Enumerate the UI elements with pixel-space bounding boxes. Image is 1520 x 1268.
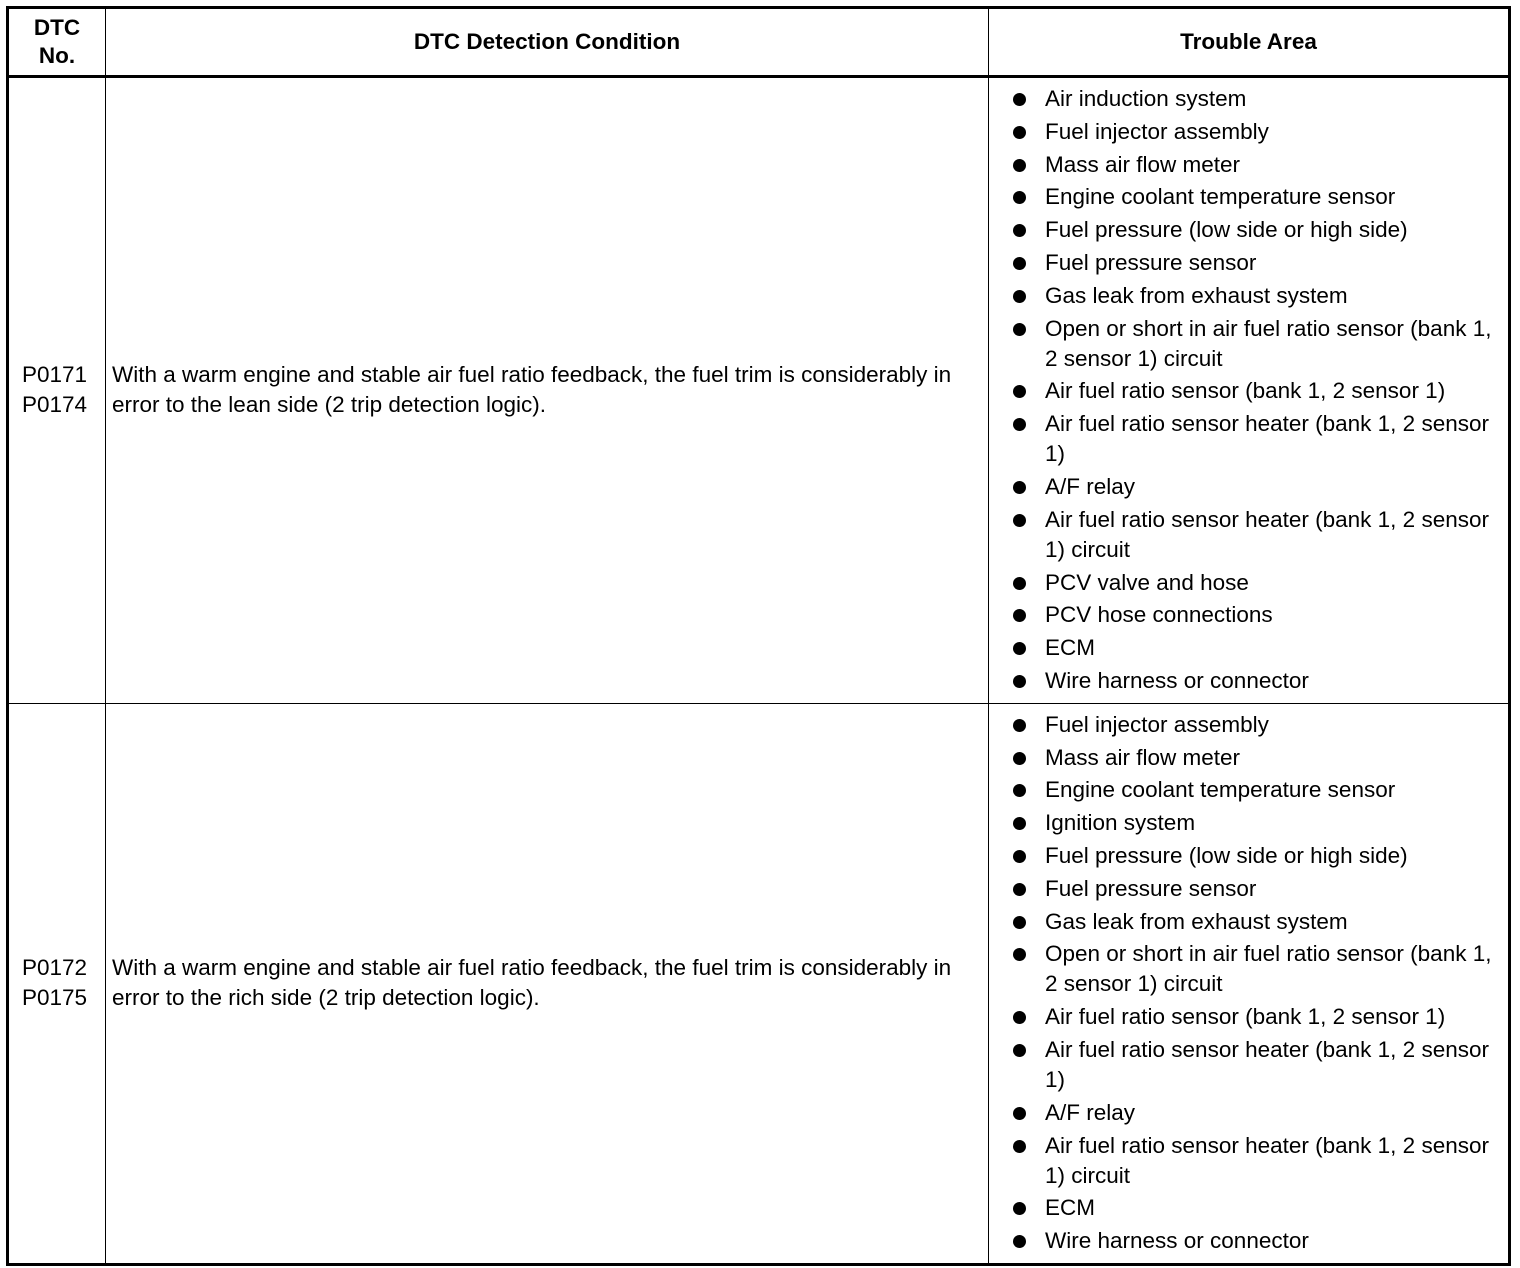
list-item: Fuel pressure (low side or high side)	[1011, 215, 1500, 245]
list-item: Gas leak from exhaust system	[1011, 907, 1500, 937]
dtc-code-cell	[8, 703, 106, 1264]
trouble-area-cell	[989, 77, 1510, 704]
list-item: Gas leak from exhaust system	[1011, 281, 1500, 311]
list-item: ECM	[1011, 633, 1500, 663]
list-item: Mass air flow meter	[1011, 150, 1500, 180]
list-item: ECM	[1011, 1193, 1500, 1223]
header-dtc-no-line2: No.	[38, 43, 76, 68]
list-item: Fuel injector assembly	[1011, 710, 1500, 740]
list-item: Air fuel ratio sensor heater (bank 1, 2 sensor 1) circuit	[1011, 1131, 1500, 1191]
list-item: Open or short in air fuel ratio sensor (bank 1, 2 sensor 1) circuit	[1011, 939, 1500, 999]
list-item: Fuel pressure sensor	[1011, 874, 1500, 904]
list-item: Open or short in air fuel ratio sensor (bank 1, 2 sensor 1) circuit	[1011, 314, 1500, 374]
list-item: PCV valve and hose	[1011, 568, 1500, 598]
dtc-code: P0172	[22, 955, 88, 981]
table-row	[8, 77, 1510, 704]
list-item: Air fuel ratio sensor (bank 1, 2 sensor 1)	[1011, 376, 1500, 406]
trouble-area-list	[1011, 84, 1500, 696]
list-item: Fuel injector assembly	[1011, 117, 1500, 147]
trouble-area-cell	[989, 703, 1510, 1264]
list-item: A/F relay	[1011, 472, 1500, 502]
header-dtc-no	[8, 8, 106, 77]
list-item: Engine coolant temperature sensor	[1011, 775, 1500, 805]
header-dtc-no-line1: DTC	[33, 15, 81, 40]
list-item: Air fuel ratio sensor heater (bank 1, 2 sensor 1)	[1011, 409, 1500, 469]
list-item: Fuel pressure sensor	[1011, 248, 1500, 278]
dtc-code: P0174	[22, 392, 88, 418]
dtc-code: P0175	[22, 985, 88, 1011]
list-item: Wire harness or connector	[1011, 1226, 1500, 1256]
header-condition: DTC Detection Condition	[106, 8, 989, 77]
table-header-row	[8, 8, 1510, 77]
table-row	[8, 703, 1510, 1264]
trouble-area-list	[1011, 710, 1500, 1256]
list-item: PCV hose connections	[1011, 600, 1500, 630]
list-item: Mass air flow meter	[1011, 743, 1500, 773]
list-item: Fuel pressure (low side or high side)	[1011, 841, 1500, 871]
list-item: Ignition system	[1011, 808, 1500, 838]
list-item: Air fuel ratio sensor heater (bank 1, 2 sensor 1) circuit	[1011, 505, 1500, 565]
list-item: Wire harness or connector	[1011, 666, 1500, 696]
list-item: A/F relay	[1011, 1098, 1500, 1128]
header-trouble-area: Trouble Area	[989, 8, 1510, 77]
dtc-table	[6, 6, 1511, 1266]
list-item: Air fuel ratio sensor heater (bank 1, 2 sensor 1)	[1011, 1035, 1500, 1095]
detection-condition: With a warm engine and stable air fuel ratio feedback, the fuel trim is considerably in error to the rich side (2 trip detection logic).	[106, 703, 989, 1264]
dtc-code-cell	[8, 77, 106, 704]
detection-condition: With a warm engine and stable air fuel ratio feedback, the fuel trim is considerably in error to the lean side (2 trip detection logic).	[106, 77, 989, 704]
list-item: Air fuel ratio sensor (bank 1, 2 sensor 1)	[1011, 1002, 1500, 1032]
list-item: Air induction system	[1011, 84, 1500, 114]
dtc-code: P0171	[22, 362, 88, 388]
list-item: Engine coolant temperature sensor	[1011, 182, 1500, 212]
